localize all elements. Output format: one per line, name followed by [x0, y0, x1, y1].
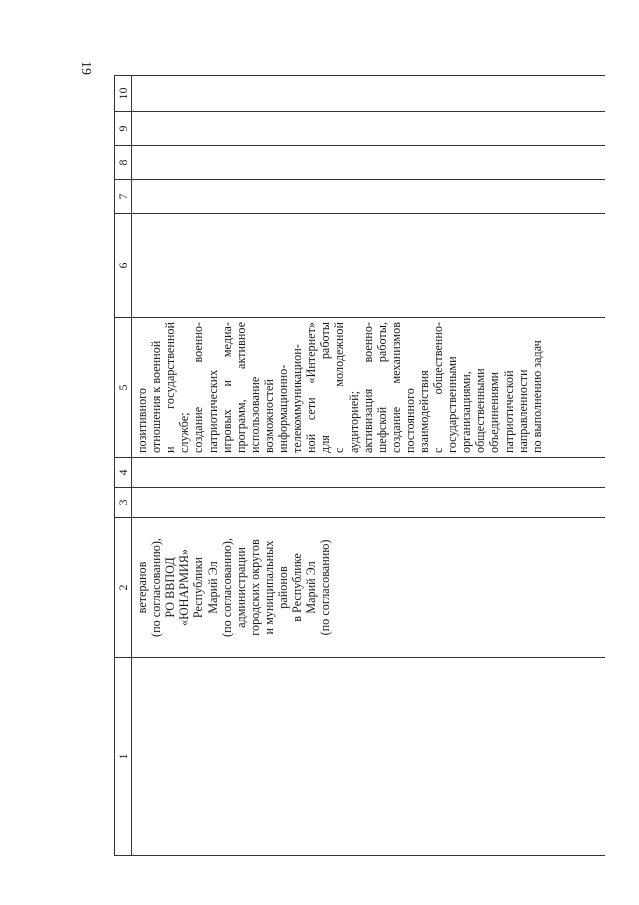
cell-line: администрации — [233, 547, 248, 628]
cell-line: (по согласованию), — [149, 538, 164, 637]
cell-line: патриотической — [501, 370, 516, 453]
cell-line: отношения к военной — [149, 340, 164, 453]
cell-line: игровых и медиа- — [219, 322, 234, 453]
cell-line: с общественно- — [431, 322, 446, 453]
cell-line: государственными — [445, 356, 460, 453]
column-header-2: 2 — [115, 518, 132, 658]
cell-line: активизация военно- — [360, 322, 375, 453]
cell-col-2-responsible — [132, 518, 606, 658]
cell-line: взаимодействия — [416, 370, 431, 453]
cell-line: по выполнению задач — [529, 340, 544, 453]
cell-line: Республики — [191, 556, 206, 619]
cell-line: объединениями — [487, 371, 502, 453]
cell-line: Марий Эл — [205, 561, 220, 614]
rotated-table-container — [114, 76, 614, 856]
cell-line: возможностей — [261, 379, 276, 453]
column-header-4: 4 — [115, 458, 132, 488]
cell-line: и государственной — [163, 322, 178, 453]
header-row — [115, 76, 132, 856]
cell-line: аудиторией; — [346, 390, 361, 453]
cell-line: организациями, — [459, 371, 474, 453]
cell-line: (по согласованию) — [318, 539, 333, 636]
column-header-5: 5 — [115, 318, 132, 458]
cell-line: районов — [276, 566, 291, 609]
cell-line: (по согласованию), — [219, 538, 234, 637]
cell-line: с молодежной — [332, 322, 347, 453]
table-row — [132, 76, 606, 856]
page-number: 19 — [78, 61, 93, 75]
column-header-9: 9 — [115, 112, 132, 146]
cell-line: городских округов — [247, 539, 262, 636]
cell-line: использование — [247, 376, 262, 453]
cell-line: «ЮНАРМИЯ» — [177, 549, 192, 626]
column-header-7: 7 — [115, 180, 132, 214]
cell-line: службе; — [177, 412, 192, 453]
column-header-6: 6 — [115, 214, 132, 318]
cell-line: программ, активное — [233, 322, 248, 453]
cell-line: ветеранов — [135, 561, 150, 614]
cell-col-6 — [132, 214, 606, 318]
cell-line: информационно- — [276, 364, 291, 453]
cell-col-3 — [132, 488, 606, 518]
column-header-1: 1 — [115, 658, 132, 856]
cell-col-1 — [132, 658, 606, 856]
cell-line: для работы — [318, 322, 333, 453]
cell-line: ной сети «Интернет» — [304, 322, 319, 453]
cell-line: и муниципальных — [261, 540, 276, 635]
cell-line: телекоммуникацион- — [290, 344, 305, 453]
cell-line: Марий Эл — [304, 561, 319, 614]
cell-col-5-description — [132, 318, 606, 458]
cell-line: создание военно- — [191, 322, 206, 453]
cell-line: позитивного — [135, 388, 150, 453]
cell-col-7 — [132, 180, 606, 214]
cell-line: патриотических — [205, 369, 220, 453]
cell-line: создание механизмов — [388, 322, 403, 453]
cell-col-9 — [132, 112, 606, 146]
column-header-10: 10 — [115, 76, 132, 112]
cell-col-4 — [132, 458, 606, 488]
cell-line: направленности — [515, 369, 530, 453]
cell-line: общественными — [473, 368, 488, 453]
cell-line: шефской работы, — [374, 322, 389, 453]
cell-line: РО ВВПОД — [163, 557, 178, 618]
cell-col-8 — [132, 146, 606, 180]
data-table — [114, 75, 605, 856]
column-header-3: 3 — [115, 488, 132, 518]
column-header-8: 8 — [115, 146, 132, 180]
cell-col-10 — [132, 76, 606, 112]
cell-line: постоянного — [402, 388, 417, 453]
cell-line: в Республике — [290, 553, 305, 622]
